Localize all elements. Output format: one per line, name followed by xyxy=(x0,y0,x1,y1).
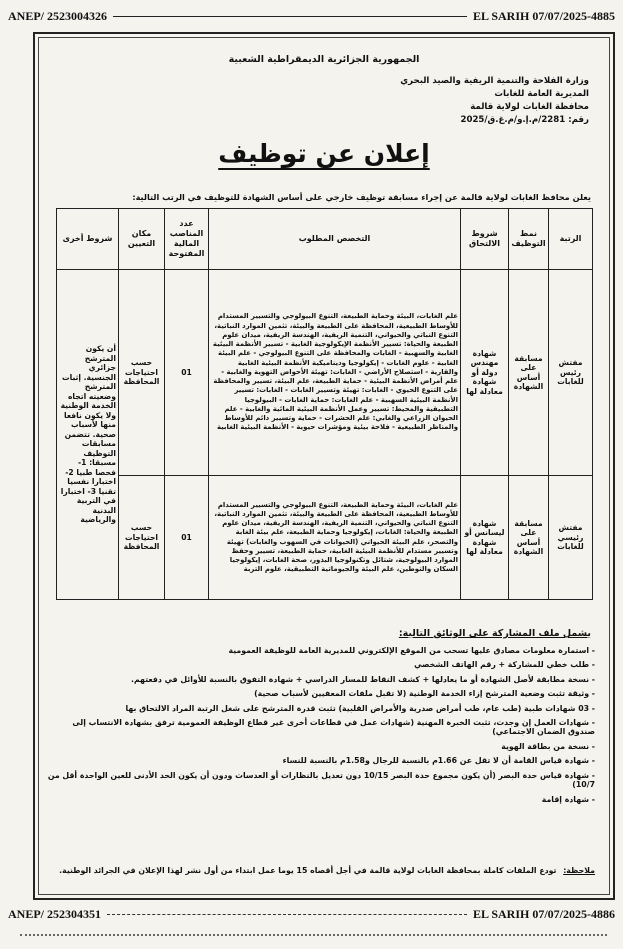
col-count: عدد المناصب المالية المفتوحة xyxy=(165,209,209,270)
list-item: - شهادات العمل إن وجدت، تثبت الخبرة المهنية (شهادات عمل في قطاعات أخرى غير قطاع الوظيفة العمومية ترفق بشهادة الانتساب إلى صندوق الضمان الاجتماعي) xyxy=(72,717,595,737)
cell-other-conditions: أن يكون المترشح جزائري الجنسية. إثبات المترشح وضعيته اتجاه الخدمة الوطنية ولا يكون نافعا منها لأسباب صحية. تتضمن مسابقات التوظيف مسبقا: 1- فحصا طبيا 2- اختبارا نفسيا تقنيا 3- اختبارا في التربية البدنية والرياضية xyxy=(57,270,119,600)
divider xyxy=(107,914,467,915)
conservation-line: محافظة الغابات لولاية قالمة xyxy=(470,102,589,112)
list-item: - شهادة إقامة xyxy=(541,794,595,804)
reference-number: رقم: 2281/م.إ.و/م.غ.ق/2025 xyxy=(460,115,589,125)
intro-text: يعلن محافظ الغابات لولاية قالمة عن إجراء مسابقة توظيف خارجي على أساس الشهادة للتوظيف في الرتب التالية: xyxy=(132,192,591,202)
top-reference-bar xyxy=(8,6,615,26)
cell-specialty: علم الغابات، البيئة وحماية الطبيعة، التنوع البيولوجي والتسيير المستدام للأوساط الطبيعية، المحافظة على الطبيعة والبيئة، تثمين الموارد النباتية، التنوع النباتي والحيواني، التنمية الريفية، الهندسة الريفية، ميدان علوم الطبيعة والحياة: تسيير الأنظمة الإيكولوجية الغابية - تسيير الأنظمة البيئية الغابية والسهبية - الغابات والمحافظة على التنوع البيولوجي - علم البيئة الغابية - علوم الغابات - إيكولوجيا وديناميكية الأنظمة البيئية الغابية والقارية - استصلاح الأراضي - الغابات: تهيئة الأحواض التهوية والغابية - علم أمراض الأنظمة البيئية - حماية الطبيعة، علم البيئة، تسيير والمحافظة على التنوع الحيوي - الغابات: تهيئة وتسيير الغابات - الغابات: تسيير الأنظمة البيئية السهبية - علم الغابات: حماية الغابات - البيولوجيا التطبيقية والمحيط: تسيير وعمل الأنظمة البيئية المائية والغابية - علم الحيوان الزراعي والغابي: علم الحشرات - حماية وتسيير دائم للأوساط والمناظر الطبيعية - فلاحة بيئية ومؤشرات حيوية - الأنظمة البيئية الغابية xyxy=(209,270,461,476)
cell-count: 01 xyxy=(165,270,209,476)
col-other: شروط أخرى xyxy=(57,209,119,270)
list-item: - نسخة مطابقة لأصل الشهادة أو ما يعادلها + كشف النقاط للمسار الدراسي + شهادة التفوق بالنسبة للأوائل في دفعتهم. xyxy=(130,674,595,684)
list-item: - طلب خطي للمشاركة + رقم الهاتف الشخصي xyxy=(414,660,595,670)
note-label: ملاحظة: xyxy=(563,866,595,875)
table-header-row xyxy=(57,209,593,270)
table-row xyxy=(57,270,593,476)
positions-table xyxy=(56,208,593,600)
dotted-divider xyxy=(20,934,607,936)
list-item: - نسخة من بطاقة الهوية xyxy=(501,741,595,751)
divider xyxy=(113,16,467,17)
list-item: - شهادة قياس القامة أن لا تقل عن 1.66م بالنسبة للرجال و1.58م بالنسبة للنساء xyxy=(282,756,595,766)
col-access: شروط الالتحاق xyxy=(461,209,509,270)
cell-mode: مسابقة على أساس الشهادة xyxy=(509,476,549,600)
publication-stamp: EL SARIH 07/07/2025-4885 xyxy=(472,8,615,23)
page-title: إعلان عن توظيف xyxy=(218,139,430,168)
publication-stamp: EL SARIH 07/07/2025-4886 xyxy=(472,906,615,921)
documents-heading: يشمل ملف المشاركة على الوثائق التالية: xyxy=(398,628,591,639)
cell-access: شهادة مهندس دولة أو شهادة معادلة لها xyxy=(461,270,509,476)
ministry-line: وزارة الفلاحة والتنمية الريفية والصيد البحري xyxy=(400,76,589,86)
col-specialty: التخصص المطلوب xyxy=(209,209,461,270)
anep-reference: ANEP/ 252304351 xyxy=(8,906,101,921)
list-item: - شهادة قياس حدة البصر (أن يكون مجموع حدة البصر 10/15 دون تعديل بالنظارات أو العدسات ودون أن يكون الحد الأدنى للعين الواحدة أقل من 10/7) xyxy=(47,770,595,790)
col-place: مكان التعيين xyxy=(119,209,165,270)
documents-list xyxy=(47,646,595,809)
list-item: - استمارة معلومات مصادق عليها تسحب من الموقع الإلكتروني للمديرية العامة للوظيفة العمومية xyxy=(228,646,595,655)
cell-access: شهادة ليسانس أو شهادة معادلة لها xyxy=(461,476,509,600)
note-block xyxy=(47,866,595,875)
announcement-frame xyxy=(33,32,615,900)
list-item: - وثيقة تثبت وضعية المترشح إزاء الخدمة الوطنية (لا تقبل ملفات المعفيين لأسباب صحية) xyxy=(254,689,595,699)
bottom-reference-bar xyxy=(8,904,615,924)
col-rank: الرتبة xyxy=(549,209,593,270)
directorate-line: المديرية العامة للغابات xyxy=(494,89,589,99)
note-text: تودع الملفات كاملة بمحافظة الغابات لولاية قالمة في أجل أقصاه 15 يوما عمل ابتداء من أول نشر لهذا الإعلان في الجرائد الوطنية. xyxy=(59,866,557,875)
cell-specialty: علم الغابات، البيئة وحماية الطبيعة، التنوع البيولوجي والتسيير المستدام للأوساط الطبيعية، المحافظة على الطبيعة والبيئة، تثمين الموارد النباتية، التنوع النباتي والحيواني، التنمية الريفية، الهندسة الريفية، ميدان علوم الطبيعة والحياة: الغابات، إيكولوجيا وحماية الطبيعة، علم بيئة الغابة والتصحر، علم البيئة الحيواني (الحيوانات في السهوب والغابات) تهيئة وتسيير مستدام للأنظمة البيئية الغابية، حماية الطبيعة، تسيير وحفظ الموارد البيولوجية، شتائل وتكنولوجيا البذور، صحة الغابات، إيكولوجيا السكان والتوطين، علم البيئة والجيوماتية التطبيقية، علوم التربة xyxy=(209,476,461,600)
anep-reference: ANEP/ 2523004326 xyxy=(8,8,107,23)
col-mode: نمط التوظيف xyxy=(509,209,549,270)
table-row xyxy=(57,476,593,600)
cell-place: حسب احتياجات المحافظة xyxy=(119,476,165,600)
cell-mode: مسابقة على أساس الشهادة xyxy=(509,270,549,476)
cell-place: حسب احتياجات المحافظة xyxy=(119,270,165,476)
cell-count: 01 xyxy=(165,476,209,600)
republic-heading: الجمهورية الجزائرية الديمقراطية الشعبية xyxy=(228,54,420,65)
cell-rank: مفتش رئيسي للغابات xyxy=(549,476,593,600)
list-item: - 03 شهادات طبية (طب عام، طب أمراض صدرية والأمراض القلبية) تثبت قدرة المترشح على شغل الرتبة المراد الالتحاق بها xyxy=(125,703,595,713)
cell-rank: مفتش رئيس للغابات xyxy=(549,270,593,476)
